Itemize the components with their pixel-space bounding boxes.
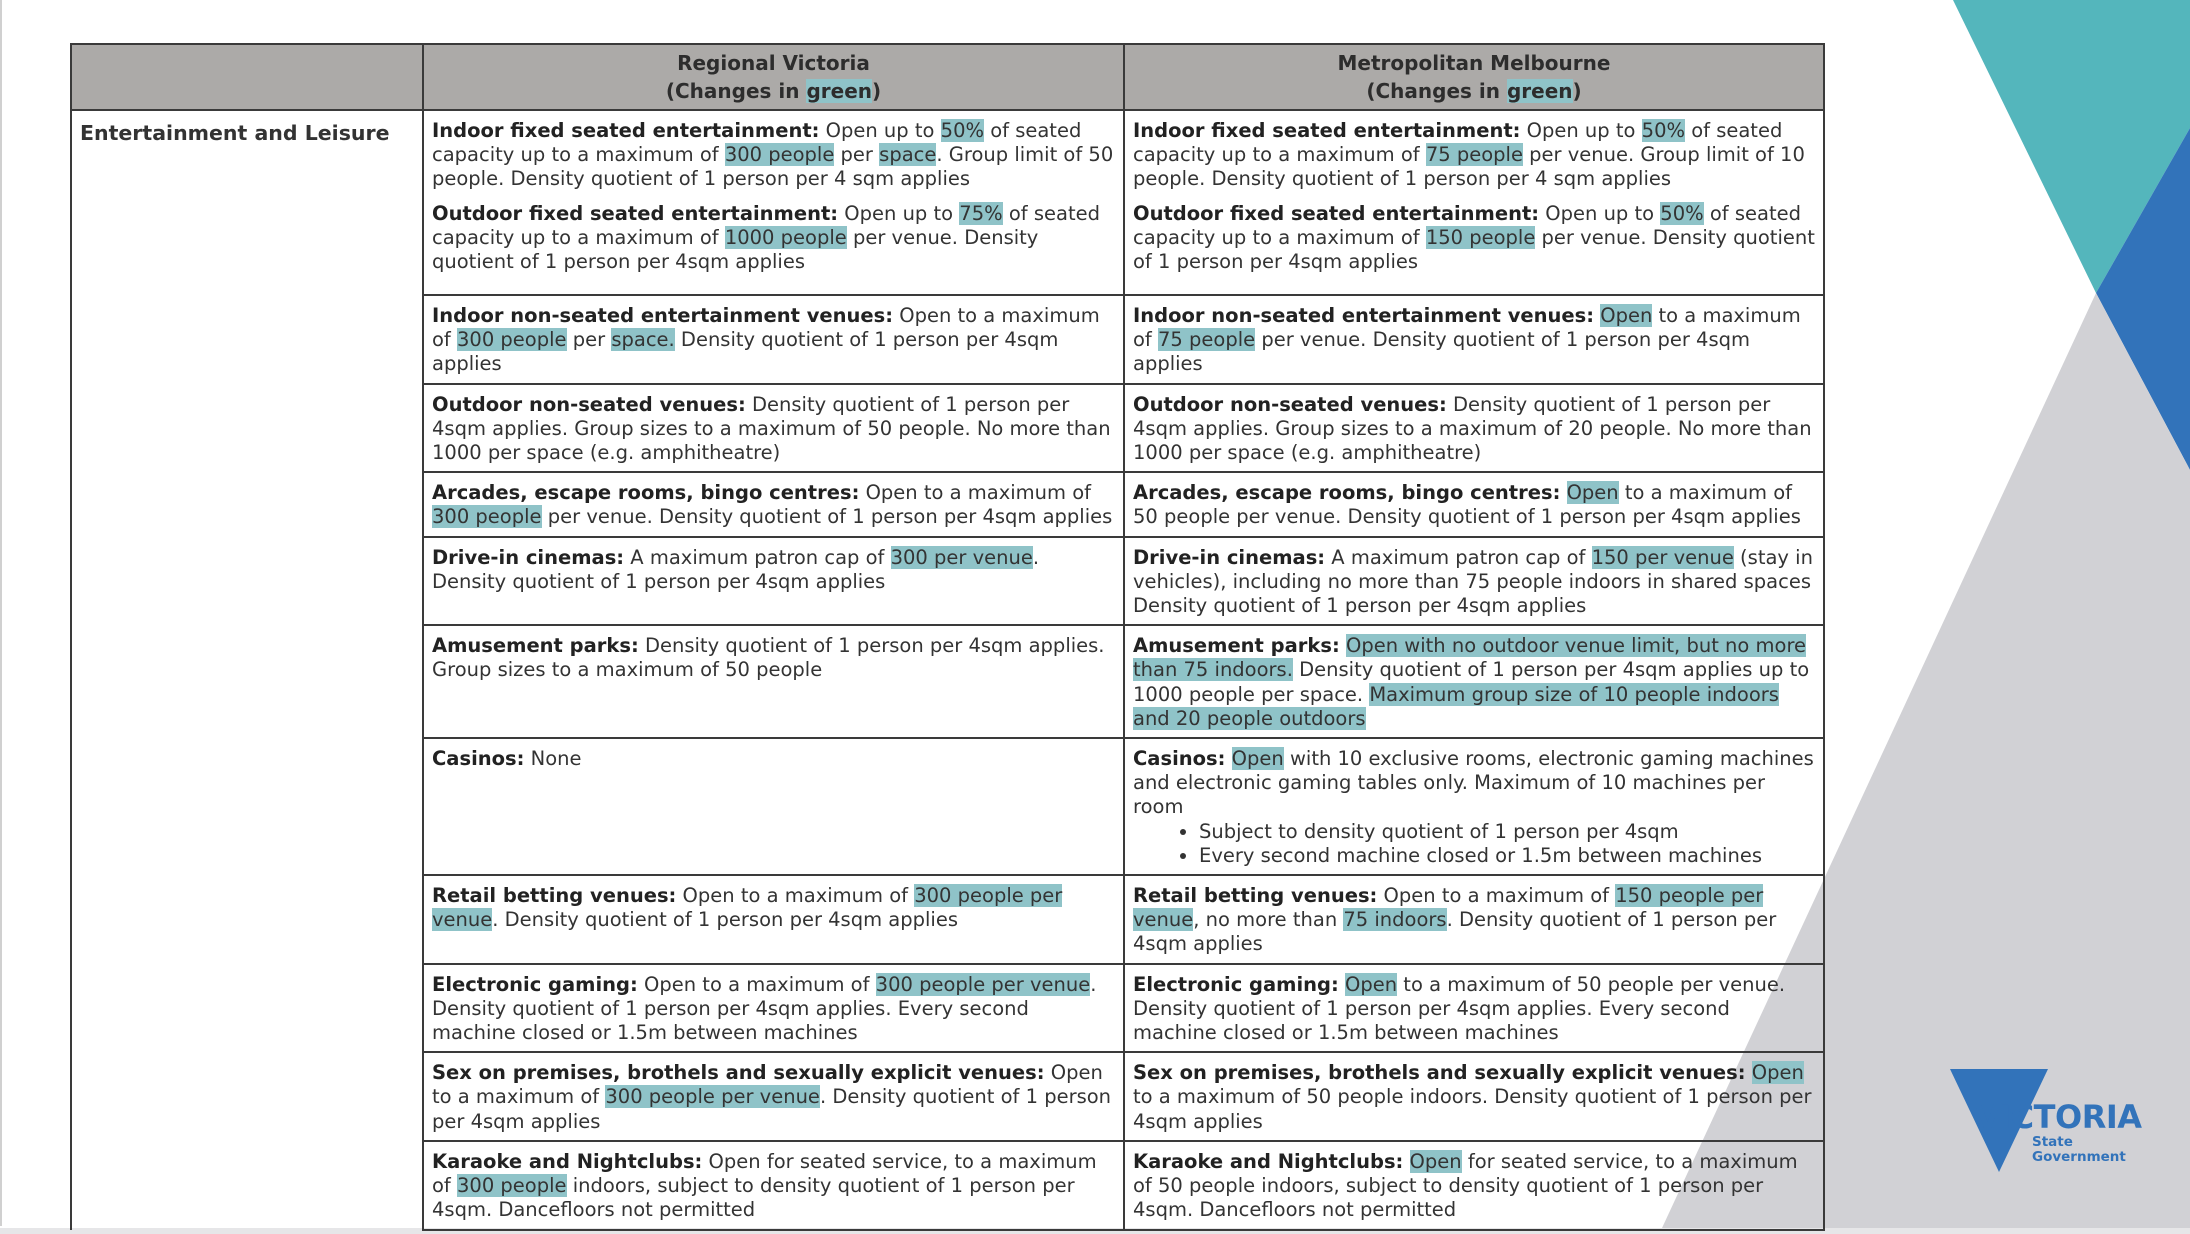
- regional-victoria-cell: [423, 1141, 1124, 1230]
- cell-text: Open to a maximum of: [637, 972, 876, 996]
- cell-text: to a maximum of 50 people per venue. Density quotient of 1 person per 4sqm applies: [1133, 481, 1801, 529]
- metropolitan-melbourne-cell: [1124, 295, 1824, 384]
- cell-paragraph: [1133, 202, 1815, 275]
- cell-text: per venue. Density quotient of 1 person per 4sqm applies: [1133, 225, 1815, 274]
- cell-text: Open up to: [819, 119, 941, 142]
- cell-paragraph: [1133, 481, 1815, 529]
- cell-paragraph: [1133, 546, 1815, 619]
- cell-text: Open to a maximum of: [432, 1061, 1103, 1109]
- venue-type-label: Arcades, escape rooms, bingo centres:: [432, 481, 860, 505]
- highlighted-change: Open: [1751, 1061, 1804, 1085]
- cell-text: . Density quotient of 1 person per 4sqm applies. Every second machine closed or 1.5m between machines: [432, 972, 1097, 1045]
- highlighted-change: 50%: [1641, 119, 1685, 142]
- cell-paragraph: [432, 747, 1115, 771]
- cell-text: Open up to: [1539, 201, 1661, 225]
- venue-type-label: Karaoke and Nightclubs:: [1133, 1149, 1404, 1173]
- cell-text: . Density quotient of 1 person per 4sqm applies: [432, 1085, 1112, 1133]
- cell-text: A maximum patron cap of: [1325, 545, 1592, 569]
- cell-paragraph: [1133, 1061, 1815, 1134]
- venue-type-label: Arcades, escape rooms, bingo centres:: [1133, 481, 1561, 505]
- cell-paragraph: [432, 202, 1115, 275]
- highlighted-change: 300 people: [432, 505, 542, 529]
- highlighted-change: Open: [1566, 481, 1619, 505]
- cell-text: [1403, 1150, 1409, 1173]
- cell-text: Density quotient of 1 person per 4sqm applies. Group sizes to a maximum of 20 people. No more than 1000 per space (e.g. amphitheatre): [1133, 392, 1812, 465]
- bullet-list: [1133, 820, 1815, 868]
- venue-type-label: Sex on premises, brothels and sexually explicit venues:: [432, 1061, 1045, 1085]
- highlighted-change: 75 indoors: [1343, 908, 1447, 932]
- cell-text: Open up to: [838, 201, 960, 225]
- cell-text: Open up to: [1520, 119, 1642, 142]
- cell-paragraph: [1133, 119, 1815, 192]
- highlighted-change: Open: [1231, 747, 1284, 771]
- victoria-logo-subtitle: [2032, 1135, 2126, 1165]
- venue-type-label: Outdoor fixed seated entertainment:: [1133, 201, 1540, 225]
- cell-text: [1225, 747, 1231, 770]
- venue-type-label: Retail betting venues:: [1133, 884, 1378, 908]
- venue-type-label: Indoor non-seated entertainment venues:: [1133, 304, 1595, 327]
- cell-paragraph: [432, 884, 1115, 932]
- logo-sub-state: State: [2032, 1134, 2073, 1150]
- cell-text: Open to a maximum of: [432, 304, 1100, 352]
- metropolitan-melbourne-cell: [1124, 964, 1824, 1053]
- cell-text: [1746, 1061, 1752, 1084]
- header-regional-victoria: [423, 44, 1124, 110]
- cell-text: Density quotient of 1 person per 4sqm applies: [432, 328, 1059, 376]
- cell-text: to a maximum of: [1133, 304, 1801, 352]
- highlighted-change: 300 people: [724, 143, 835, 167]
- highlighted-change: 300 per venue: [890, 545, 1033, 569]
- bullet-item: • Subject to density quotient of 1 person per 4sqm: [1199, 820, 1815, 844]
- header-highlight: green: [1506, 79, 1573, 103]
- cell-text: . Density quotient of 1 person per 4sqm applies: [432, 545, 1040, 593]
- cell-text: per venue. Group limit of 10 people. Density quotient of 1 person per 4 sqm applies: [1133, 143, 1805, 191]
- highlighted-change: 150 people per venue: [1133, 884, 1764, 932]
- cell-text: (stay in vehicles), including no more than 75 people indoors in shared spaces Density quotient of 1 person per 4sqm applies: [1133, 545, 1813, 618]
- cell-text: , no more than: [1193, 908, 1344, 932]
- metropolitan-melbourne-cell: [1124, 625, 1824, 738]
- cell-paragraph: [1133, 1150, 1815, 1223]
- venue-type-label: Karaoke and Nightclubs:: [432, 1149, 703, 1173]
- venue-type-label: Indoor fixed seated entertainment:: [432, 119, 820, 142]
- highlighted-change: Open: [1409, 1149, 1462, 1173]
- cell-paragraph: [432, 304, 1115, 377]
- metropolitan-melbourne-cell: [1124, 875, 1824, 964]
- venue-type-label: Drive-in cinemas:: [1133, 545, 1326, 569]
- table-body: [71, 110, 1824, 1230]
- venue-type-label: Outdoor non-seated venues:: [1133, 392, 1447, 416]
- cell-text: A maximum patron cap of: [624, 545, 891, 569]
- highlighted-change: 150 people: [1425, 225, 1536, 249]
- cell-text: per venue. Density quotient of 1 person per 4sqm applies: [541, 505, 1113, 529]
- highlighted-change: 300 people: [457, 328, 567, 352]
- highlighted-change: Maximum group size of 10 people indoors and 20 people outdoors: [1133, 682, 1779, 730]
- metropolitan-melbourne-cell: [1124, 537, 1824, 626]
- cell-text: to a maximum of 50 people per venue. Density quotient of 1 person per 4sqm applies. Every second machine closed or 1.5m between machines: [1133, 972, 1786, 1045]
- header-subtitle: [424, 77, 1123, 105]
- logo-sub-government: Government: [2032, 1149, 2126, 1165]
- highlighted-change: Open: [1345, 972, 1398, 996]
- venue-type-label: Indoor fixed seated entertainment:: [1133, 119, 1521, 142]
- venue-type-label: Electronic gaming:: [432, 972, 638, 996]
- header-title: Regional Victoria: [677, 51, 870, 75]
- cell-paragraph: [432, 546, 1115, 594]
- cell-text: [1560, 481, 1566, 504]
- header-subtitle: [1125, 77, 1823, 105]
- cell-text: Open to a maximum of: [859, 481, 1092, 505]
- venue-type-label: Sex on premises, brothels and sexually explicit venues:: [1133, 1061, 1746, 1085]
- metropolitan-melbourne-cell: [1124, 1052, 1824, 1141]
- header-metropolitan-melbourne: [1124, 44, 1824, 110]
- restrictions-table-container: [70, 43, 1823, 1222]
- cell-text: of seated capacity up to a maximum of: [432, 201, 1100, 249]
- cell-paragraph: [1133, 973, 1815, 1046]
- metropolitan-melbourne-cell: [1124, 738, 1824, 875]
- cell-text: to a maximum of 50 people indoors. Density quotient of 1 person per 4sqm applies: [1133, 1085, 1812, 1133]
- metropolitan-melbourne-cell: [1124, 110, 1824, 295]
- highlighted-change: 50%: [940, 119, 984, 142]
- metropolitan-melbourne-cell: [1124, 384, 1824, 473]
- cell-paragraph: [432, 119, 1115, 192]
- cell-text: for seated service, to a maximum of 50 people indoors, subject to density quotient of 1 person per 4sqm. Dancefloors not permitted: [1133, 1149, 1798, 1222]
- highlighted-change: Open with no outdoor venue limit, but no more than 75 indoors.: [1133, 634, 1807, 682]
- highlighted-change: 300 people per venue: [605, 1085, 820, 1109]
- header-subtitle-text: ): [1572, 79, 1582, 103]
- venue-type-label: Drive-in cinemas:: [432, 545, 625, 569]
- highlighted-change: space.: [611, 328, 675, 352]
- cell-text: of seated capacity up to a maximum of: [1133, 201, 1801, 249]
- venue-type-label: Amusement parks:: [1133, 634, 1340, 658]
- cell-paragraph: [432, 634, 1115, 682]
- venue-type-label: Outdoor fixed seated entertainment:: [432, 201, 839, 225]
- cell-text: per venue. Density quotient of 1 person per 4sqm applies: [1133, 328, 1750, 376]
- venue-type-label: Indoor non-seated entertainment venues:: [432, 304, 894, 327]
- cell-paragraph: [432, 973, 1115, 1046]
- metropolitan-melbourne-cell: [1124, 472, 1824, 536]
- cell-paragraph: [432, 393, 1115, 466]
- cell-paragraph: [1133, 747, 1815, 820]
- cell-text: with 10 exclusive rooms, electronic gaming machines and electronic gaming tables only. Maximum of 10 machines per room: [1133, 747, 1814, 819]
- cell-text: Open to a maximum of: [676, 884, 915, 908]
- regional-victoria-cell: [423, 875, 1124, 964]
- highlighted-change: 50%: [1660, 201, 1704, 225]
- category-cell: Entertainment and Leisure: [71, 110, 423, 1230]
- highlighted-change: 75 people: [1425, 143, 1523, 167]
- header-highlight: green: [806, 79, 872, 103]
- table-row: [71, 110, 1824, 295]
- cell-text: . Density quotient of 1 person per 4sqm applies: [492, 908, 958, 932]
- cell-text: Density quotient of 1 person per 4sqm applies up to 1000 people per space.: [1133, 658, 1810, 706]
- highlighted-change: 300 people per venue: [432, 884, 1063, 932]
- logo-word-text: VICTORIA: [1975, 1098, 2142, 1136]
- regional-victoria-cell: [423, 537, 1124, 626]
- venue-type-label: Outdoor non-seated venues:: [432, 392, 746, 416]
- regional-victoria-cell: [423, 472, 1124, 536]
- metropolitan-melbourne-cell: [1124, 1141, 1824, 1230]
- highlighted-change: 300 people per venue: [875, 972, 1091, 996]
- header-title: Metropolitan Melbourne: [1337, 51, 1611, 75]
- cell-paragraph: [1133, 634, 1815, 731]
- header-subtitle-text: (Changes in: [1366, 79, 1507, 103]
- header-empty: [71, 44, 423, 110]
- highlighted-change: Open: [1600, 304, 1653, 327]
- cell-text: Open for seated service, to a maximum of: [432, 1149, 1097, 1198]
- regional-victoria-cell: [423, 110, 1124, 295]
- victoria-logo-word: [1975, 1098, 2142, 1136]
- highlighted-change: 300 people: [457, 1174, 567, 1198]
- venue-type-label: Electronic gaming:: [1133, 972, 1339, 996]
- venue-type-label: Casinos:: [432, 747, 525, 771]
- cell-text: . Density quotient of 1 person per 4sqm applies: [1133, 908, 1777, 956]
- cell-text: of seated capacity up to a maximum of: [432, 119, 1082, 167]
- venue-type-label: Amusement parks:: [432, 634, 639, 658]
- cell-text: of seated capacity up to a maximum of: [1133, 119, 1783, 167]
- cell-text: Density quotient of 1 person per 4sqm applies. Group sizes to a maximum of 50 people. No more than 1000 per space (e.g. amphitheatre): [432, 392, 1111, 465]
- cell-text: per: [834, 143, 880, 167]
- cell-paragraph: [432, 1061, 1115, 1134]
- highlighted-change: 150 per venue: [1591, 545, 1734, 569]
- regional-victoria-cell: [423, 384, 1124, 473]
- highlighted-change: 1000 people: [724, 225, 847, 249]
- cell-paragraph: [1133, 884, 1815, 957]
- cell-text: indoors, subject to density quotient of 1 person per 4sqm. Dancefloors not permitted: [432, 1174, 1075, 1222]
- highlighted-change: 75%: [959, 201, 1003, 225]
- cell-paragraph: [432, 1150, 1115, 1223]
- regional-victoria-cell: [423, 964, 1124, 1053]
- highlighted-change: 75 people: [1158, 328, 1256, 352]
- regional-victoria-cell: [423, 738, 1124, 875]
- highlighted-change: space: [879, 143, 937, 167]
- venue-type-label: Casinos:: [1133, 747, 1226, 771]
- cell-text: Open to a maximum of: [1377, 884, 1616, 908]
- cell-paragraph: [432, 481, 1115, 529]
- header-subtitle-text: ): [872, 79, 882, 103]
- cell-text: . Group limit of 50 people. Density quotient of 1 person per 4 sqm applies: [432, 143, 1114, 191]
- cell-text: per: [566, 328, 612, 352]
- cell-text: Density quotient of 1 person per 4sqm applies. Group sizes to a maximum of 50 people: [432, 634, 1105, 682]
- regional-victoria-cell: [423, 295, 1124, 384]
- cell-text: None: [524, 747, 582, 771]
- header-subtitle-text: (Changes in: [665, 79, 807, 103]
- restrictions-table: [70, 43, 1825, 1231]
- regional-victoria-cell: [423, 625, 1124, 738]
- venue-type-label: Retail betting venues:: [432, 884, 677, 908]
- regional-victoria-cell: [423, 1052, 1124, 1141]
- cell-text: per venue. Density quotient of 1 person per 4sqm applies: [432, 225, 1039, 274]
- bullet-item: • Every second machine closed or 1.5m between machines: [1199, 844, 1815, 868]
- cell-paragraph: [1133, 304, 1815, 377]
- cell-paragraph: [1133, 393, 1815, 466]
- table-header-row: [71, 44, 1824, 110]
